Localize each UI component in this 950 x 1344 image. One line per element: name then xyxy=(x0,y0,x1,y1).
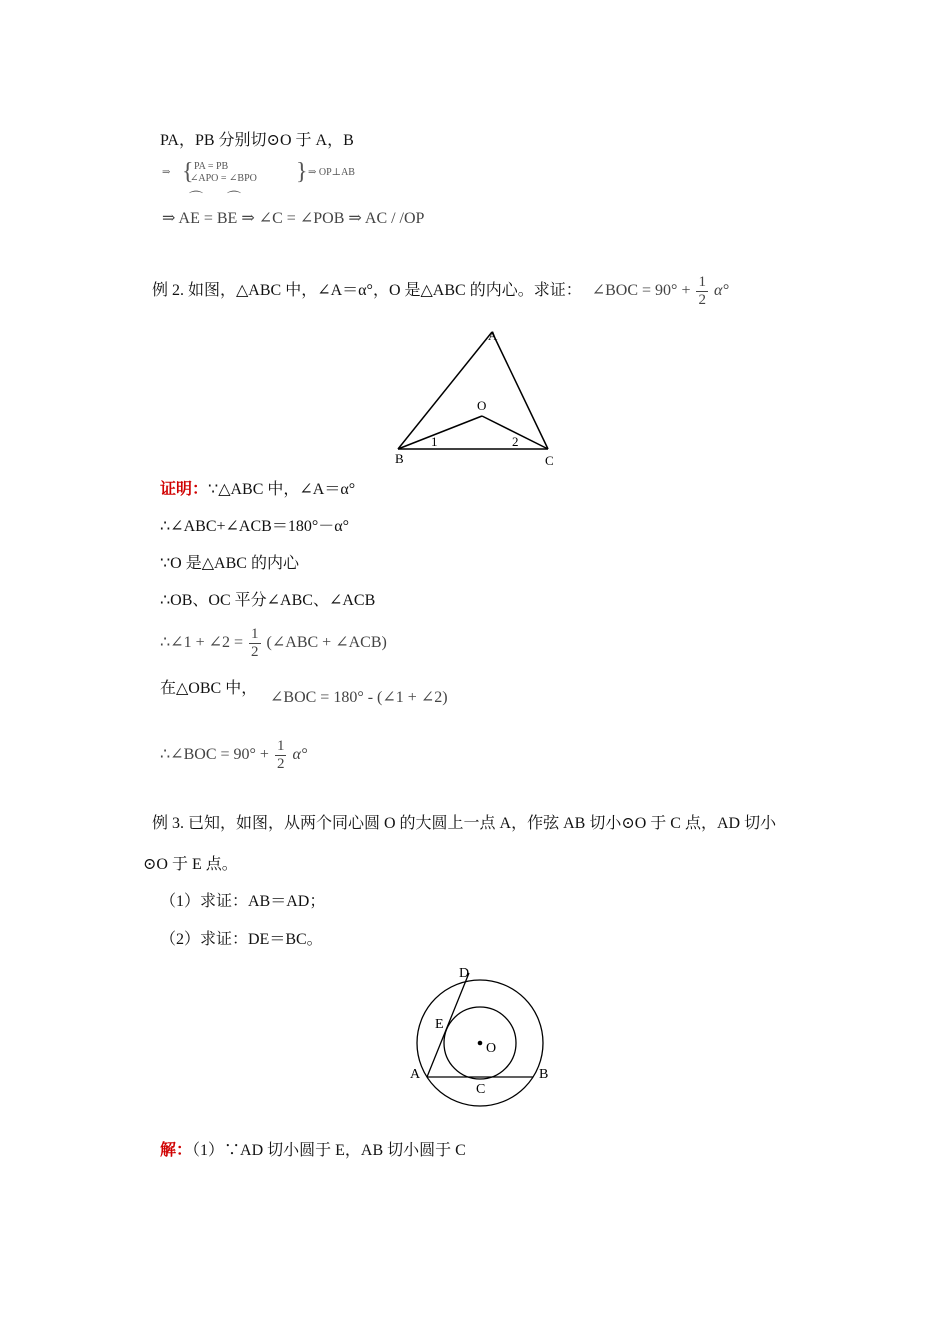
proof-line-5 xyxy=(160,626,387,661)
arc-mark-2: ⌒ xyxy=(227,192,241,207)
point-label-o: O xyxy=(486,1041,497,1056)
solution-label: 解： xyxy=(160,1142,193,1159)
proof-line-5-num: 1 xyxy=(251,626,259,642)
brace-bottom-text: ∠APO = ∠BPO xyxy=(190,173,257,184)
proof-line-4: ∴OB、OC 平分∠ABC、∠ACB xyxy=(160,592,376,609)
solution-line-1 xyxy=(160,1137,466,1160)
proof-line-2: ∴∠ABC+∠ACB＝180°－α° xyxy=(160,518,349,535)
proof-line-5-fraction xyxy=(249,626,261,661)
solution-line-1-text: （1）∵AD 切小圆于 E，AB 切小圆于 C xyxy=(192,1142,466,1159)
proof-line-6-formula: ∠BOC = 180° - (∠1 + ∠2) xyxy=(270,689,448,706)
implies-symbol: ⇒ xyxy=(162,167,171,178)
point-label-o: O xyxy=(477,398,487,413)
example3-title-line-1: 例 3. 已知，如图，从两个同心圆 O 的大圆上一点 A，作弦 AB 切小⊙O 于 C 点，AD 切小 xyxy=(152,815,777,832)
proof-line-5-den: 2 xyxy=(251,644,259,660)
concentric-circles-figure xyxy=(400,960,570,1110)
goal-fraction xyxy=(696,274,708,309)
side-ab xyxy=(398,332,492,449)
text-line-1: PA，PB 分别切⊙O 于 A，B xyxy=(160,132,354,149)
text-line-3: ⇒ AE = BE ⇒ ∠C = ∠POB ⇒ AC / /OP xyxy=(162,210,425,227)
example3-part-2: （2）求证：DE＝BC。 xyxy=(160,931,323,948)
goal-formula-left: ∠BOC = 90° + xyxy=(591,282,691,300)
vertex-label-b: B xyxy=(395,451,404,466)
proof-line-3: ∵O 是△ABC 的内心 xyxy=(160,555,299,572)
center-point-o xyxy=(478,1041,483,1046)
proof-line-5-left: ∴∠1 + ∠2 = xyxy=(160,634,244,652)
example3-title-line-2: ⊙O 于 E 点。 xyxy=(143,856,238,873)
proof-line-6-label: 在△OBC 中， xyxy=(160,680,258,697)
angle-label-2: 2 xyxy=(512,434,519,449)
proof-line-7-right: α° xyxy=(292,746,308,764)
proof-line-7-den: 2 xyxy=(276,756,285,772)
proof-line-1-text: ∵△ABC 中，∠A＝α° xyxy=(208,481,356,498)
goal-fraction-num: 1 xyxy=(698,274,706,290)
vertex-label-c: C xyxy=(545,453,554,468)
left-brace: { xyxy=(182,159,194,185)
example3-part-1: （1）求证：AB＝AD； xyxy=(160,893,326,910)
proof-label: 证明： xyxy=(160,481,209,498)
proof-line-7 xyxy=(160,738,307,773)
goal-formula-right: α° xyxy=(713,282,729,300)
triangle-figure xyxy=(385,322,565,472)
arc-mark-1: ⌒ xyxy=(189,192,203,207)
example2-title xyxy=(152,274,729,309)
proof-line-5-right: (∠ABC + ∠ACB) xyxy=(266,634,387,652)
example2-title-text: 例 2. 如图，△ABC 中，∠A＝α°，O 是△ABC 的内心。求证： xyxy=(152,282,582,300)
proof-line-7-num: 1 xyxy=(276,738,285,754)
proof-line-7-fraction xyxy=(275,738,287,773)
vertex-label-a: A xyxy=(488,328,498,343)
angle-label-1: 1 xyxy=(431,434,438,449)
implies-result: ⇒ OP⊥AB xyxy=(308,167,355,178)
point-label-a: A xyxy=(410,1067,421,1082)
proof-line-7-left: ∴∠BOC = 90° + xyxy=(160,746,269,764)
point-label-c: C xyxy=(476,1082,486,1097)
goal-fraction-den: 2 xyxy=(698,292,706,308)
point-label-e: E xyxy=(435,1017,444,1032)
point-label-b: B xyxy=(539,1067,549,1082)
right-brace: } xyxy=(296,159,308,185)
brace-top-text: PA = PB xyxy=(194,161,229,172)
side-ac xyxy=(492,332,548,449)
proof-line-1 xyxy=(160,476,355,499)
point-label-d: D xyxy=(459,966,470,981)
